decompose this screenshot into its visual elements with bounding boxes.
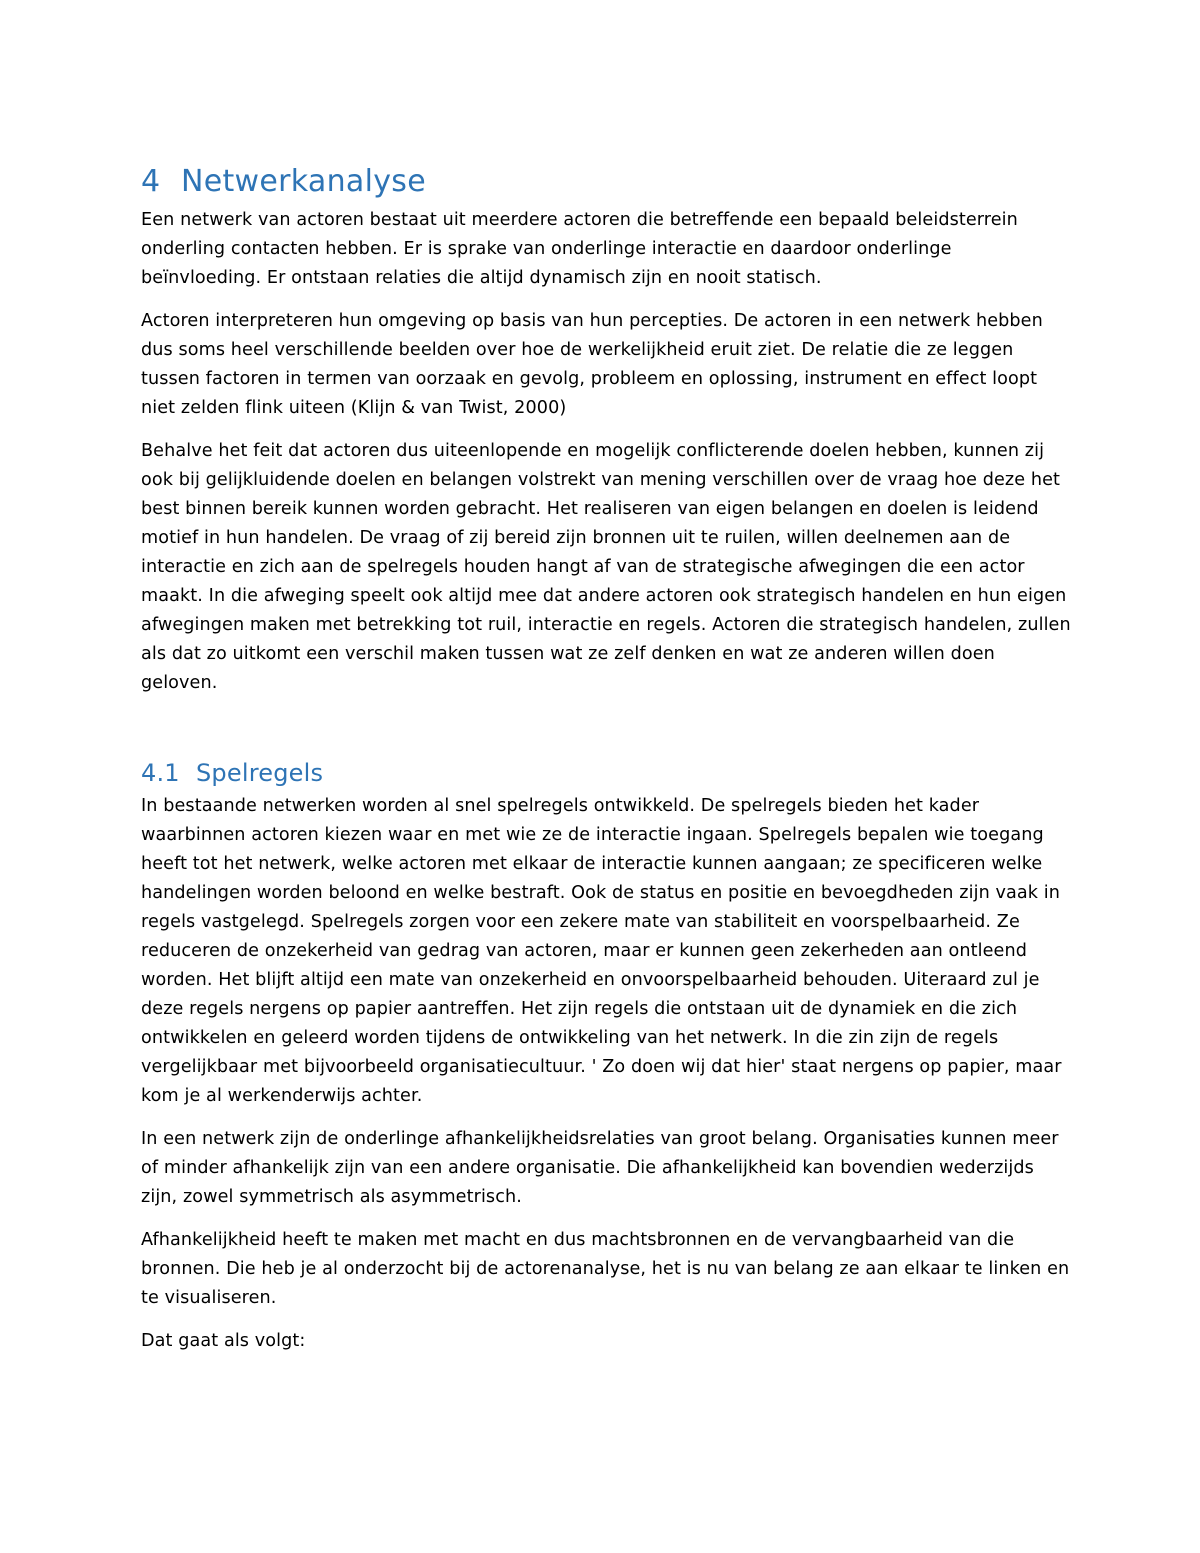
document-page [141, 160, 1071, 1370]
section-title: Spelregels [196, 759, 324, 787]
chapter-number: 4 [141, 164, 161, 199]
paragraph: In een netwerk zijn de onderlinge afhankelijkheidsrelaties van groot belang. Organisaties kunnen meer of minder afhankelijk zijn van een andere organisatie. Die afhankelijkheid kan bovendien wederzijds zijn, zowel symmetrisch als asymmetrisch. [141, 1129, 1059, 1207]
chapter-title: Netwerkanalyse [181, 164, 426, 199]
paragraph: Dat gaat als volgt: [141, 1331, 306, 1351]
section-heading [141, 754, 1071, 792]
paragraph: Afhankelijkheid heeft te maken met macht en dus machtsbronnen en de vervangbaarheid van die bronnen. Die heb je al onderzocht bij de actorenanalyse, het is nu van belang ze aan elkaar te linken en te visualiseren. [141, 1230, 1070, 1308]
paragraph: Actoren interpreteren hun omgeving op basis van hun percepties. De actoren in een netwerk hebben dus soms heel verschillende beelden over hoe de werkelijkheid eruit ziet. De relatie die ze leggen tussen factoren in termen van oorzaak en gevolg, probleem en oplossing, instrument en effect loopt niet zelden flink uiteen (Klijn & van Twist, 2000) [141, 311, 1043, 418]
section-number: 4.1 [141, 759, 180, 787]
paragraph: In bestaande netwerken worden al snel spelregels ontwikkeld. De spelregels bieden het kader waarbinnen actoren kiezen waar en met wie ze de interactie ingaan. Spelregels bepalen wie toegang heeft tot het netwerk, welke actoren met elkaar de interactie kunnen aangaan; ze specificeren welke handelingen worden beloond en welke bestraft. Ook de status en positie en bevoegdheden zijn vaak in regels vastgelegd. Spelregels zorgen voor een zekere mate van stabiliteit en voorspelbaarheid. Ze reduceren de onzekerheid van gedrag van actoren, maar er kunnen geen zekerheden aan ontleend worden. Het blijft altijd een mate van onzekerheid en onvoorspelbaarheid behouden. Uiteraard zul je deze regels nergens op papier aantreffen. Het zijn regels die ontstaan uit de dynamiek en die zich ontwikkelen en geleerd worden tijdens de ontwikkeling van het netwerk. In die zin zijn de regels vergelijkbaar met bijvoorbeeld organisatiecultuur. ' Zo doen wij dat hier' staat nergens op papier, maar kom je al werkenderwijs achter. [141, 796, 1062, 1106]
paragraph: Een netwerk van actoren bestaat uit meerdere actoren die betreffende een bepaald beleidsterrein onderling contacten hebben. Er is sprake van onderlinge interactie en daardoor onderlinge beïnvloeding. Er ontstaan relaties die altijd dynamisch zijn en nooit statisch. [141, 210, 1018, 288]
chapter-heading [141, 160, 1071, 204]
paragraph: Behalve het feit dat actoren dus uiteenlopende en mogelijk conflicterende doelen hebben, kunnen zij ook bij gelijkluidende doelen en belangen volstrekt van mening verschillen over de vraag hoe deze het best binnen bereik kunnen worden gebracht. Het realiseren van eigen belangen en doelen is leidend motief in hun handelen. De vraag of zij bereid zijn bronnen uit te ruilen, willen deelnemen aan de interactie en zich aan de spelregels houden hangt af van de strategische afwegingen die een actor maakt. In die afweging speelt ook altijd mee dat andere actoren ook strategisch handelen en hun eigen afwegingen maken met betrekking tot ruil, interactie en regels. Actoren die strategisch handelen, zullen als dat zo uitkomt een verschil maken tussen wat ze zelf denken en wat ze anderen willen doen geloven. [141, 441, 1071, 693]
